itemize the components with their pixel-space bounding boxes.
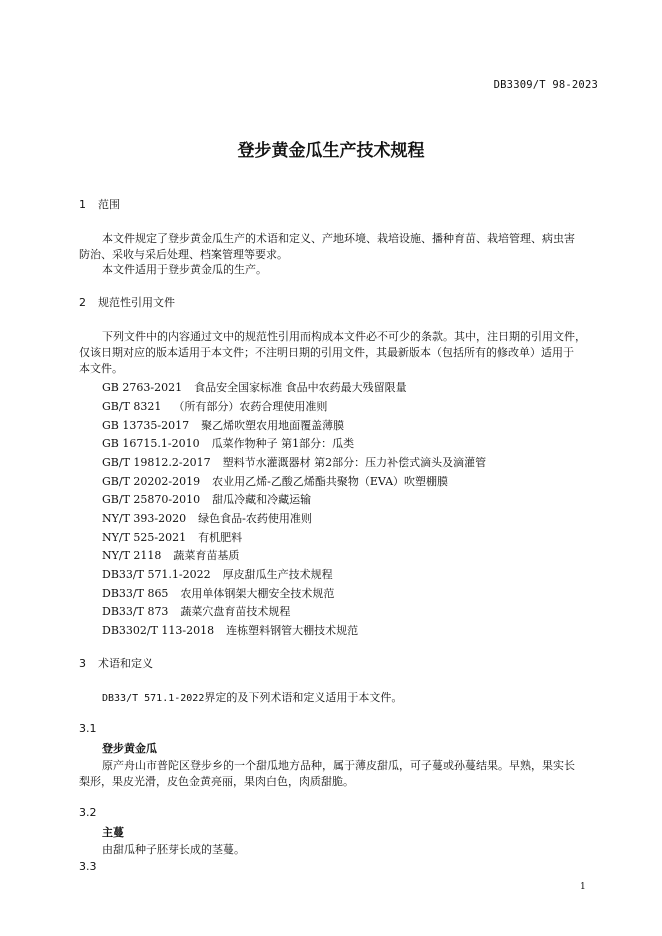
reference-code: DB33/T 865 <box>102 587 169 600</box>
page-title: 登步黄金瓜生产技术规程 <box>237 141 425 161</box>
section-number: 1 <box>79 198 86 211</box>
reference-item <box>102 510 312 526</box>
reference-item <box>102 547 239 563</box>
reference-item <box>102 473 448 489</box>
reference-title: 瓜菜作物种子 第1部分：瓜类 <box>211 437 355 450</box>
page-number: 1 <box>580 882 586 892</box>
reference-title: 有机肥料 <box>198 531 243 544</box>
reference-title: 厚皮甜瓜生产技术规程 <box>222 568 333 581</box>
term-number: 3.2 <box>79 806 97 819</box>
term-number: 3.1 <box>79 722 97 735</box>
inline-standard-code: DB33/T 571.1-2022 <box>102 693 205 704</box>
term-number: 3.3 <box>79 860 97 873</box>
reference-title: 农用单体钢架大棚安全技术规范 <box>180 587 335 600</box>
reference-item <box>102 417 344 433</box>
term-name: 登步黄金瓜 <box>102 742 157 755</box>
term-name: 主蔓 <box>102 826 124 839</box>
reference-title: 蔬菜穴盘育苗技术规程 <box>180 605 291 618</box>
section-number: 2 <box>79 296 86 309</box>
paragraph-text: 界定的及下列术语和定义适用于本文件。 <box>204 691 403 704</box>
section-title: 范围 <box>98 198 120 211</box>
definition-line: 由甜瓜种子胚芽长成的茎蔓。 <box>102 843 245 856</box>
reference-item <box>102 435 354 451</box>
paragraph-line: 防治、采收与采后处理、档案管理等要求。 <box>79 248 288 261</box>
reference-title: 绿色食品-农药使用准则 <box>198 512 312 525</box>
reference-item <box>102 454 486 470</box>
paragraph-line: 下列文件中的内容通过文中的规范性引用而构成本文件必不可少的条款。其中，注日期的引用文件， <box>102 330 586 343</box>
reference-title: 农业用乙烯-乙酸乙烯酯共聚物（EVA）吹塑棚膜 <box>212 475 449 488</box>
reference-item <box>102 398 327 414</box>
reference-item <box>102 603 290 619</box>
reference-title: 甜瓜冷藏和冷藏运输 <box>212 493 312 506</box>
reference-item <box>102 529 242 545</box>
reference-item <box>102 585 334 601</box>
paragraph-line: 本文件适用于登步黄金瓜的生产。 <box>102 263 267 276</box>
reference-item <box>102 622 358 638</box>
document-number: DB3309/T 98-2023 <box>493 79 598 91</box>
reference-title: （所有部分）农药合理使用准则 <box>173 400 328 413</box>
section-number: 3 <box>79 657 86 670</box>
section-heading-scope <box>79 196 120 212</box>
reference-title: 塑料节水灌溉器材 第2部分：压力补偿式滴头及滴灌管 <box>222 456 487 469</box>
reference-code: GB/T 20202-2019 <box>102 475 201 488</box>
section-title: 规范性引用文件 <box>98 296 175 309</box>
reference-item <box>102 379 407 395</box>
section-heading-normative-references <box>79 294 175 310</box>
reference-code: GB/T 19812.2-2017 <box>102 456 211 469</box>
reference-title: 连栋塑料钢管大棚技术规范 <box>226 624 359 637</box>
definition-line: 原产舟山市普陀区登步乡的一个甜瓜地方品种，属于薄皮甜瓜，可子蔓或孙蔓结果。早熟，果实长 <box>102 759 575 772</box>
reference-title: 食品安全国家标准 食品中农药最大残留限量 <box>194 381 407 394</box>
reference-code: GB/T 25870-2010 <box>102 493 201 506</box>
reference-title: 蔬菜育苗基质 <box>173 549 240 562</box>
paragraph-line: 本文件规定了登步黄金瓜生产的术语和定义、产地环境、栽培设施、播种育苗、栽培管理、病虫害 <box>102 232 575 245</box>
reference-title: 聚乙烯吹塑农用地面覆盖薄膜 <box>201 419 345 432</box>
definition-line: 梨形，果皮光滑，皮色金黄亮丽，果肉白色，肉质甜脆。 <box>79 775 354 788</box>
paragraph-line <box>102 689 402 705</box>
paragraph-line: 本文件。 <box>79 362 123 375</box>
reference-code: GB/T 8321 <box>102 400 162 413</box>
reference-code: NY/T 393-2020 <box>102 512 187 525</box>
reference-code: DB33/T 571.1-2022 <box>102 568 211 581</box>
reference-code: GB 16715.1-2010 <box>102 437 200 450</box>
reference-item <box>102 491 311 507</box>
reference-code: NY/T 525-2021 <box>102 531 187 544</box>
paragraph-line: 仅该日期对应的版本适用于本文件；不注明日期的引用文件，其最新版本（包括所有的修改单）适用于 <box>79 346 574 359</box>
reference-code: DB33/T 873 <box>102 605 169 618</box>
reference-code: GB 13735-2017 <box>102 419 190 432</box>
reference-item <box>102 566 333 582</box>
section-heading-terms-and-definitions <box>79 655 153 671</box>
reference-code: DB3302/T 113-2018 <box>102 624 215 637</box>
reference-code: GB 2763-2021 <box>102 381 183 394</box>
reference-code: NY/T 2118 <box>102 549 162 562</box>
section-title: 术语和定义 <box>98 657 153 670</box>
